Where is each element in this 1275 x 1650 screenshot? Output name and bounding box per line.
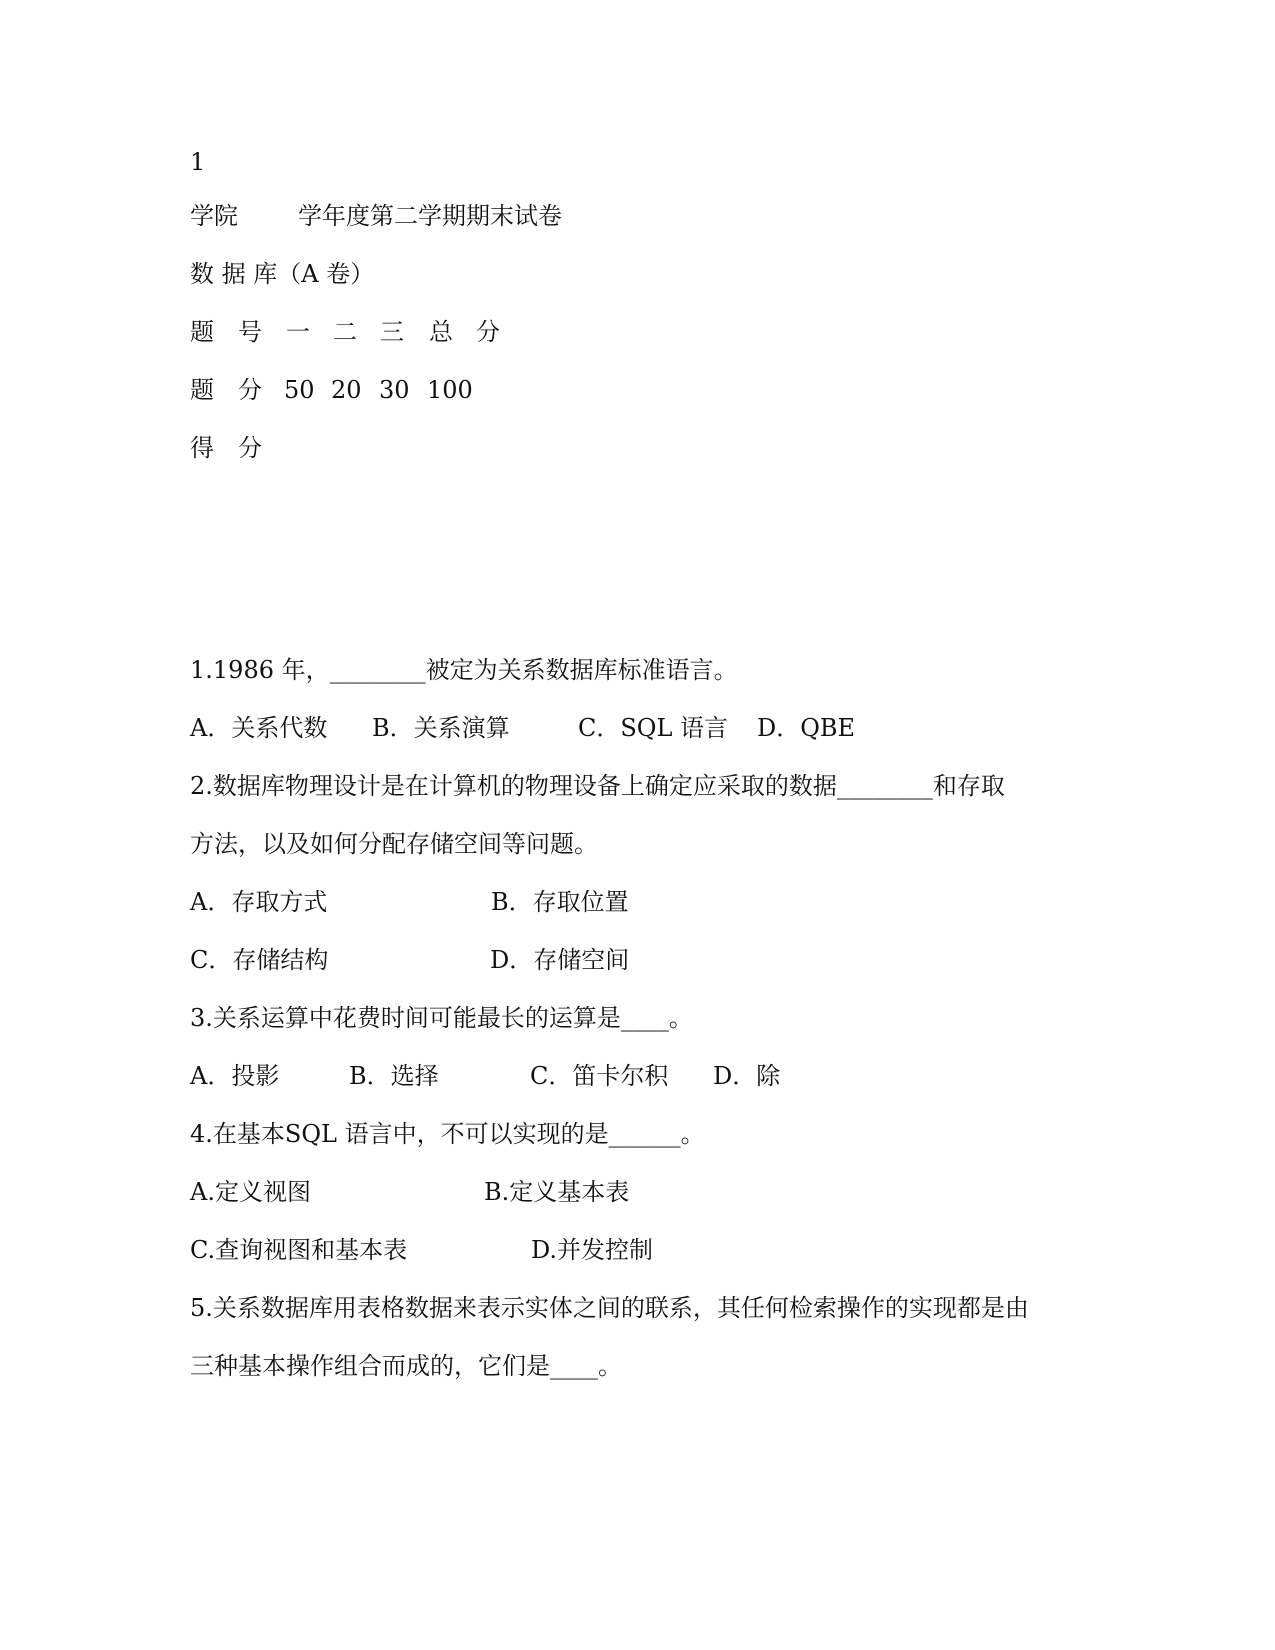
question-4-stem: 4.在基本SQL 语言中，不可以实现的是______。 bbox=[190, 1120, 705, 1148]
score-cell: 三 bbox=[380, 318, 404, 346]
score-cell: 题 bbox=[190, 318, 214, 346]
page-number: 1 bbox=[190, 148, 206, 176]
score-table-row-score bbox=[190, 432, 550, 464]
question-5-stem-line-2: 三种基本操作组合而成的，它们是____。 bbox=[190, 1352, 622, 1380]
question-3-stem: 3.关系运算中花费时间可能最长的运算是____。 bbox=[190, 1004, 693, 1032]
question-1-options bbox=[190, 712, 990, 744]
exam-title-term: 学年度第二学期期末试卷 bbox=[298, 202, 562, 230]
score-cell: 一 bbox=[286, 318, 310, 346]
score-cell: 分 bbox=[238, 376, 262, 404]
option-c: C．存储结构 bbox=[190, 946, 329, 974]
option-b: B．选择 bbox=[349, 1062, 439, 1090]
question-1-stem: 1.1986 年，________被定为关系数据库标准语言。 bbox=[190, 656, 738, 684]
option-b: B．关系演算 bbox=[372, 714, 510, 742]
option-d: D.并发控制 bbox=[531, 1236, 654, 1264]
question-2-options-row-2 bbox=[190, 944, 990, 976]
score-cell: 二 bbox=[333, 318, 357, 346]
option-d: D．QBE bbox=[757, 714, 856, 742]
question-2-stem-line-2: 方法，以及如何分配存储空间等问题。 bbox=[190, 830, 598, 858]
question-5-stem-line-1: 5.关系数据库用表格数据来表示实体之间的联系，其任何检索操作的实现都是由 bbox=[190, 1294, 1029, 1322]
option-a: A．存取方式 bbox=[190, 888, 328, 916]
option-b: B．存取位置 bbox=[491, 888, 629, 916]
score-cell: 得 bbox=[190, 434, 214, 462]
score-cell: 总 bbox=[429, 318, 453, 346]
score-cell: 50 bbox=[284, 376, 315, 404]
score-cell: 分 bbox=[238, 434, 262, 462]
exam-title-college: 学院 bbox=[190, 202, 238, 230]
option-d: D．除 bbox=[713, 1062, 781, 1090]
score-cell: 30 bbox=[379, 376, 410, 404]
question-2-options-row-1 bbox=[190, 886, 990, 918]
score-cell: 号 bbox=[238, 318, 262, 346]
exam-title bbox=[190, 200, 562, 232]
question-4-options-row-1 bbox=[190, 1176, 990, 1208]
exam-subject: 数 据 库（A 卷） bbox=[190, 260, 375, 288]
score-table-row-points bbox=[190, 374, 550, 406]
question-2-stem-line-1: 2.数据库物理设计是在计算机的物理设备上确定应采取的数据________和存取 bbox=[190, 772, 1005, 800]
option-c: C．笛卡尔积 bbox=[530, 1062, 669, 1090]
score-cell: 题 bbox=[190, 376, 214, 404]
score-cell: 20 bbox=[331, 376, 362, 404]
option-a: A.定义视图 bbox=[190, 1178, 311, 1206]
option-c: C.查询视图和基本表 bbox=[190, 1236, 408, 1264]
score-cell: 100 bbox=[427, 376, 473, 404]
option-a: A．关系代数 bbox=[190, 714, 328, 742]
option-a: A．投影 bbox=[190, 1062, 280, 1090]
option-b: B.定义基本表 bbox=[484, 1178, 630, 1206]
score-table-row-header bbox=[190, 316, 550, 348]
score-cell: 分 bbox=[476, 318, 500, 346]
question-4-options-row-2 bbox=[190, 1234, 990, 1266]
question-3-options bbox=[190, 1060, 990, 1092]
option-d: D．存储空间 bbox=[490, 946, 630, 974]
option-c: C．SQL 语言 bbox=[578, 714, 729, 742]
